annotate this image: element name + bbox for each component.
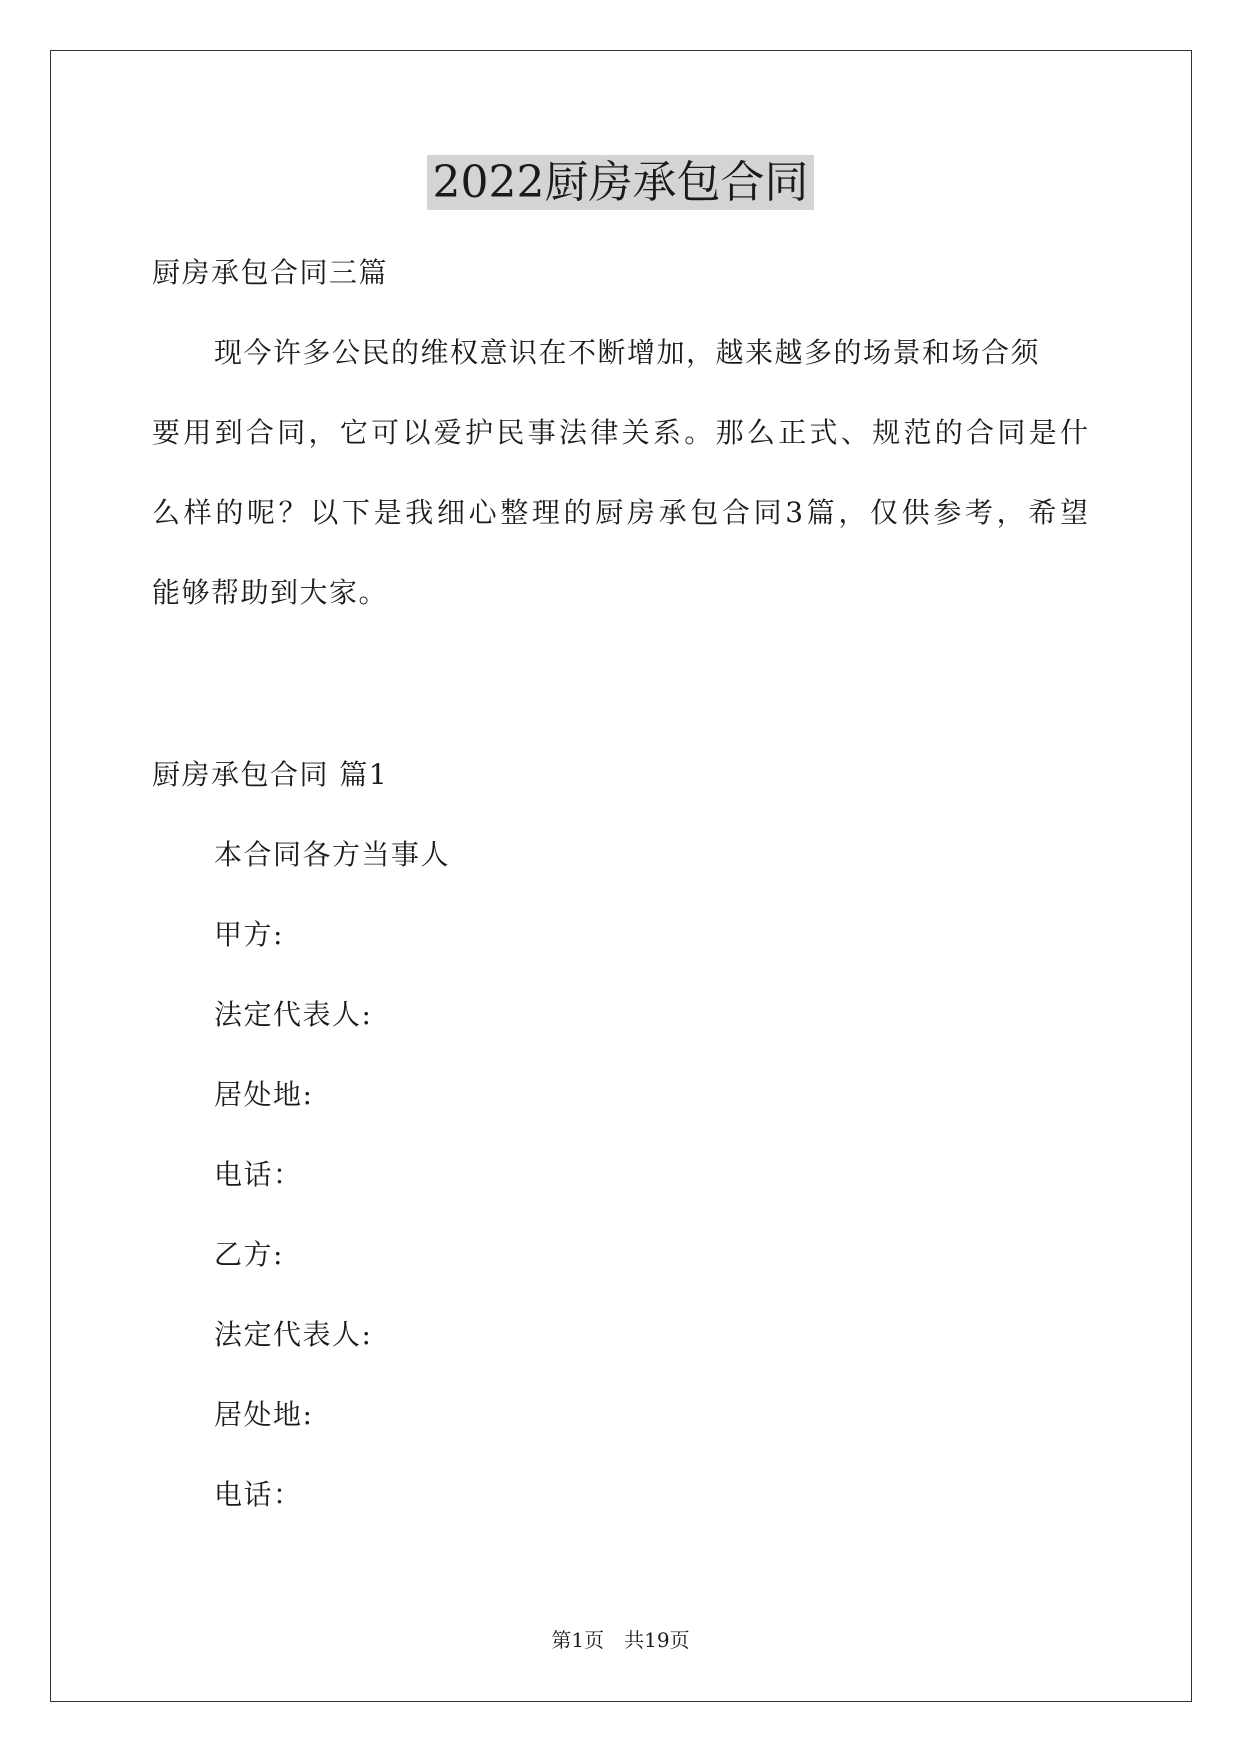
intro-line-4: 能够帮助到大家。 [152, 576, 389, 609]
party-a-label: 甲方: [214, 918, 284, 951]
party-intro: 本合同各方当事人 [214, 838, 451, 871]
party-a-representative: 法定代表人: [214, 998, 373, 1031]
page-footer: 第1页 共19页 [551, 1628, 690, 1652]
party-b-address: 居处地: [214, 1398, 314, 1431]
document-subtitle: 厨房承包合同三篇 [152, 256, 389, 289]
party-a-address: 居处地: [214, 1078, 314, 1111]
document-title [0, 153, 1241, 213]
page-border [50, 50, 1192, 1702]
party-b-phone: 电话： [214, 1478, 303, 1511]
party-a-phone: 电话： [214, 1158, 303, 1191]
intro-line-3: 么样的呢？以下是我细心整理的厨房承包合同3篇，仅供参考，希望 [152, 496, 1088, 529]
intro-line-1: 现今许多公民的维权意识在不断增加，越来越多的场景和场合须 [214, 336, 1041, 369]
section-heading: 厨房承包合同 篇1 [152, 758, 389, 791]
party-b-label: 乙方: [214, 1238, 284, 1271]
intro-line-2: 要用到合同，它可以爱护民事法律关系。那么正式、规范的合同是什 [152, 416, 1088, 449]
document-title-text: 2022厨房承包合同 [427, 155, 815, 210]
party-b-representative: 法定代表人: [214, 1318, 373, 1351]
